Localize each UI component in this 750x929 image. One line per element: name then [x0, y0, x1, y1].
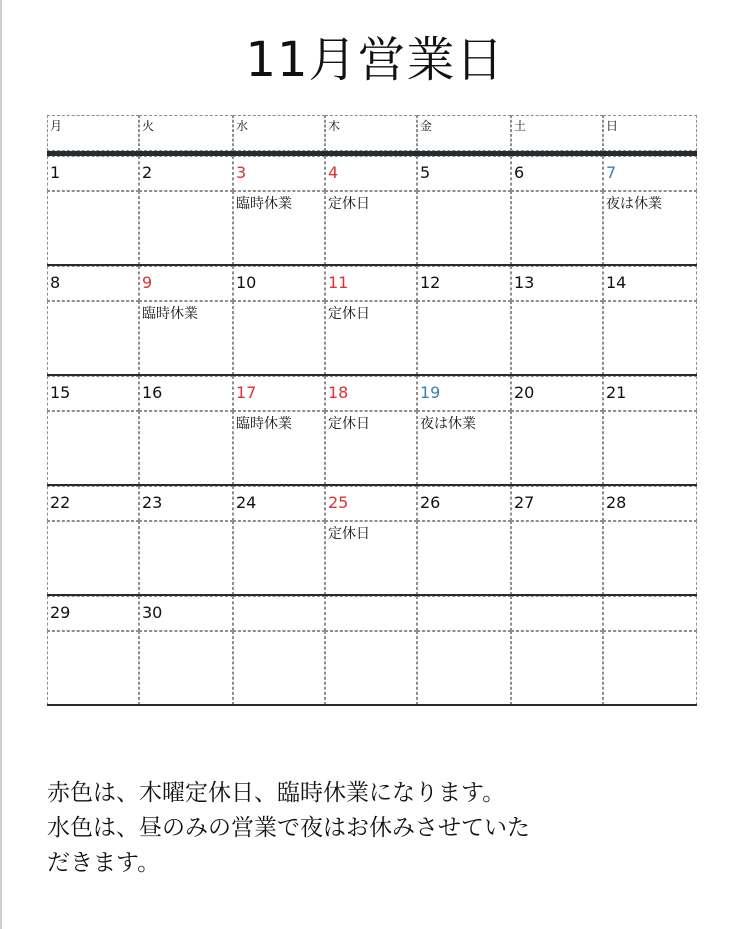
day-number: 9: [139, 266, 233, 301]
day-note: 臨時休業: [139, 301, 233, 375]
day-note: [47, 631, 139, 705]
day-note: [47, 191, 139, 265]
day-number: 4: [325, 156, 417, 191]
day-note: [139, 631, 233, 705]
day-number: 5: [417, 156, 511, 191]
day-note: 定休日: [325, 301, 417, 375]
week-divider: [47, 704, 697, 706]
day-note: [417, 631, 511, 705]
day-note: [139, 411, 233, 485]
legend-line-blue: 水色は、昼のみの営業で夜はお休みさせていた: [47, 815, 530, 841]
day-number: 17: [233, 376, 325, 411]
day-note: [47, 301, 139, 375]
legend-note: [47, 776, 737, 881]
day-note: [233, 631, 325, 705]
day-number: 16: [139, 376, 233, 411]
day-number: [325, 596, 417, 631]
day-note: [511, 191, 603, 265]
day-note: [603, 301, 697, 375]
weekday-header: 金: [417, 115, 511, 151]
day-note: [417, 191, 511, 265]
day-note: 夜は休業: [417, 411, 511, 485]
day-number: 12: [417, 266, 511, 301]
day-note: 臨時休業: [233, 411, 325, 485]
day-note: 定休日: [325, 411, 417, 485]
day-number: 23: [139, 486, 233, 521]
page-title: 11月営業日: [245, 32, 505, 88]
day-note: 夜は休業: [603, 191, 697, 265]
day-note: [603, 521, 697, 595]
day-note: [233, 521, 325, 595]
day-number: 25: [325, 486, 417, 521]
day-number: 21: [603, 376, 697, 411]
day-note: 臨時休業: [233, 191, 325, 265]
legend-line-red: 赤色は、木曜定休日、臨時休業になります。: [47, 780, 506, 806]
day-number: 15: [47, 376, 139, 411]
day-note: [139, 521, 233, 595]
calendar-grid: [47, 115, 697, 706]
day-number: 26: [417, 486, 511, 521]
day-number: [603, 596, 697, 631]
weekday-header: 火: [139, 115, 233, 151]
weekday-header: 水: [233, 115, 325, 151]
weekday-header: 月: [47, 115, 139, 151]
day-note: 定休日: [325, 191, 417, 265]
legend-line-blue-cont: だきます。: [47, 850, 161, 876]
day-note: [233, 301, 325, 375]
weekday-header: 木: [325, 115, 417, 151]
day-note: 定休日: [325, 521, 417, 595]
day-number: 14: [603, 266, 697, 301]
day-number: 7: [603, 156, 697, 191]
day-number: [511, 596, 603, 631]
day-number: 13: [511, 266, 603, 301]
day-note: [511, 301, 603, 375]
day-note: [47, 521, 139, 595]
day-note: [511, 411, 603, 485]
day-number: 6: [511, 156, 603, 191]
weekday-header: 土: [511, 115, 603, 151]
day-note: [417, 301, 511, 375]
day-number: 3: [233, 156, 325, 191]
day-note: [603, 411, 697, 485]
day-note: [47, 411, 139, 485]
day-note: [139, 191, 233, 265]
day-number: 11: [325, 266, 417, 301]
day-number: 8: [47, 266, 139, 301]
day-number: 27: [511, 486, 603, 521]
day-number: 30: [139, 596, 233, 631]
weekday-header: 日: [603, 115, 697, 151]
day-note: [603, 631, 697, 705]
day-number: 29: [47, 596, 139, 631]
day-number: [417, 596, 511, 631]
day-number: 24: [233, 486, 325, 521]
page-edge-line: [0, 0, 2, 929]
day-number: 18: [325, 376, 417, 411]
day-number: 20: [511, 376, 603, 411]
day-number: 22: [47, 486, 139, 521]
day-number: 10: [233, 266, 325, 301]
day-note: [417, 521, 511, 595]
day-note: [325, 631, 417, 705]
day-number: 28: [603, 486, 697, 521]
day-number: 1: [47, 156, 139, 191]
day-number: 19: [417, 376, 511, 411]
day-note: [511, 521, 603, 595]
day-note: [511, 631, 603, 705]
day-number: 2: [139, 156, 233, 191]
day-number: [233, 596, 325, 631]
